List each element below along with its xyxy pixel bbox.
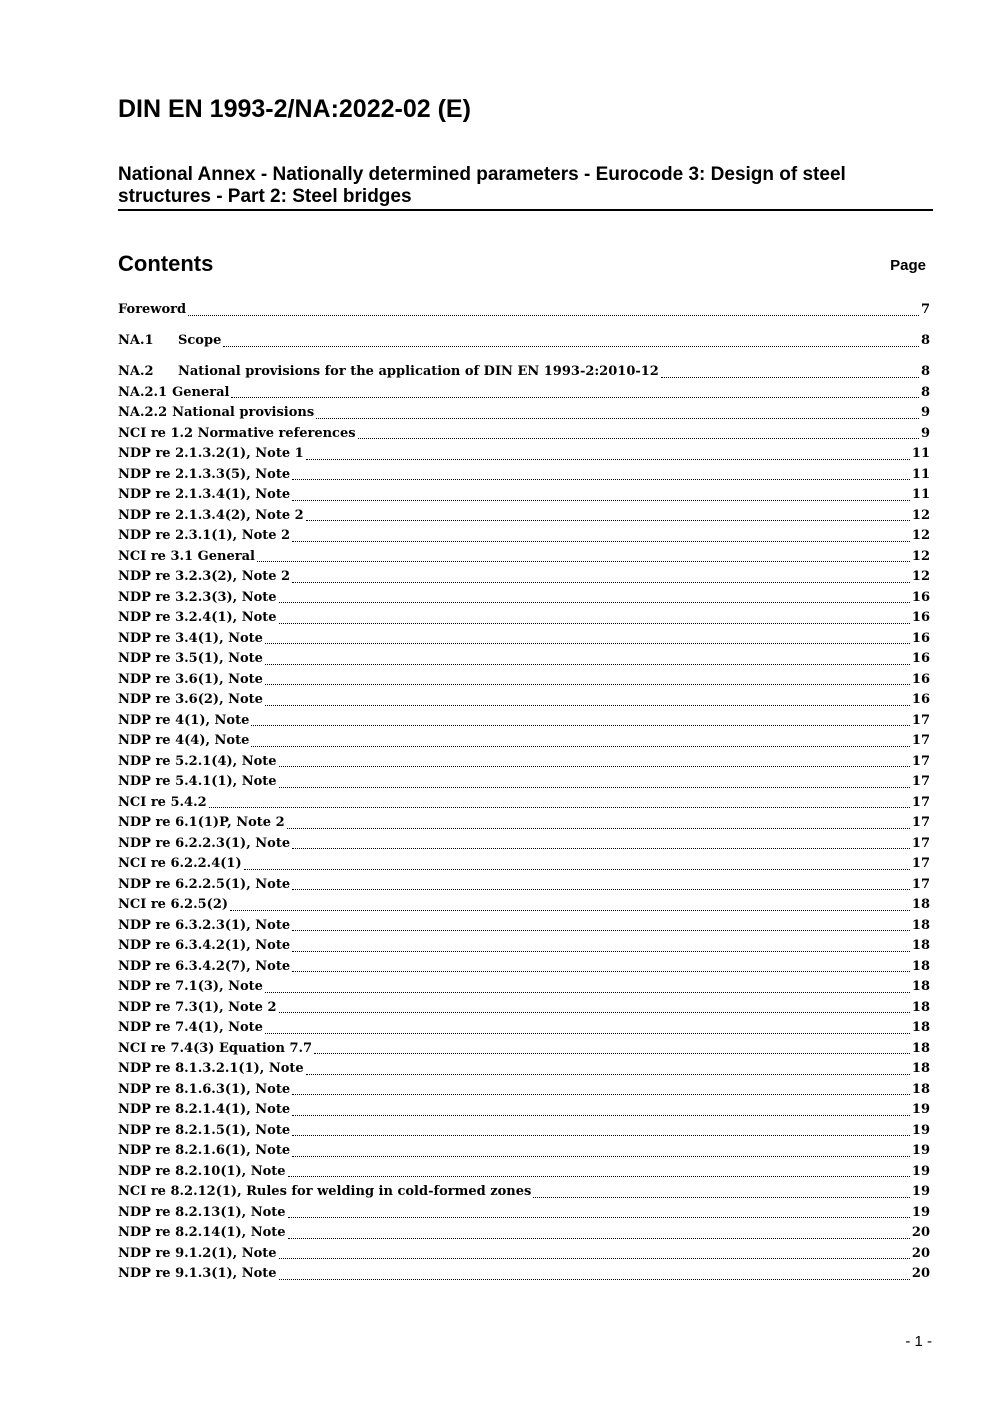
toc-entry-page: 17 (911, 733, 930, 748)
toc-dot-leader (279, 1252, 910, 1259)
toc-entry-label: NDP re 6.2.2.5(1), Note (118, 876, 291, 892)
toc-entry-label: NCI re 5.4.2 (118, 794, 207, 810)
toc-dot-leader (533, 1191, 910, 1198)
toc-entry[interactable] (118, 895, 930, 916)
toc-entry-page: 17 (911, 712, 930, 728)
toc-dot-leader (292, 1150, 910, 1157)
toc-dot-leader (265, 699, 910, 706)
toc-entry-page: 12 (911, 528, 930, 543)
toc-entry-page: 12 (911, 548, 930, 564)
toc-entry[interactable] (118, 1059, 930, 1080)
toc-entry[interactable] (118, 834, 930, 855)
toc-entry-label: NDP re 3.6(1), Note (118, 671, 263, 687)
toc-entry-page: 18 (911, 897, 930, 912)
toc-entry-page: 19 (911, 1102, 930, 1117)
toc-entry[interactable] (118, 875, 930, 896)
toc-dot-leader (265, 658, 910, 665)
toc-entry[interactable] (118, 731, 930, 752)
toc-entry[interactable] (118, 383, 930, 404)
toc-entry-label: NDP re 2.1.3.4(1), Note (118, 487, 291, 502)
toc-dot-leader (251, 719, 910, 726)
toc-dot-leader (314, 1047, 910, 1054)
toc-entry[interactable] (118, 1244, 930, 1265)
toc-entry-page: 9 (920, 425, 930, 441)
toc-entry-page: 19 (911, 1122, 930, 1138)
toc-entry-page: 18 (911, 1061, 930, 1076)
toc-entry-page: 8 (920, 364, 930, 379)
toc-entry-page: 19 (911, 1184, 930, 1199)
toc-entry[interactable] (118, 1141, 930, 1162)
toc-entry-number: NA.2.2 (118, 405, 168, 420)
toc-entry[interactable] (118, 1018, 930, 1039)
toc-dot-leader (287, 822, 910, 829)
toc-entry[interactable] (118, 1080, 930, 1101)
toc-entry-page: 18 (911, 917, 930, 933)
page-column-heading: Page (890, 257, 926, 274)
toc-entry-label: NDP re 4(1), Note (118, 712, 250, 728)
toc-entry-page: 18 (911, 1020, 930, 1035)
toc-dot-leader (358, 432, 919, 439)
toc-entry-page: 18 (911, 1081, 930, 1097)
toc-dot-leader (265, 678, 910, 685)
document-title: DIN EN 1993-2/NA:2022-02 (E) (118, 95, 471, 123)
toc-entry[interactable] (118, 957, 930, 978)
toc-dot-leader (251, 740, 910, 747)
toc-entry-number: NA.1 (118, 333, 154, 348)
toc-entry-page: 17 (911, 794, 930, 810)
toc-dot-leader (279, 781, 910, 788)
toc-entry-page: 16 (911, 651, 930, 666)
toc-entry[interactable] (118, 567, 930, 588)
toc-entry-label: NDP re 2.1.3.4(2), Note 2 (118, 507, 304, 523)
toc-entry[interactable] (118, 916, 930, 937)
toc-entry-label: NDP re 6.1(1)P, Note 2 (118, 815, 285, 830)
toc-dot-leader (265, 637, 910, 644)
toc-entry[interactable] (118, 444, 930, 465)
document-subtitle-line-2: structures - Part 2: Steel bridges (118, 186, 412, 207)
toc-entry-page: 16 (911, 692, 930, 707)
toc-entry[interactable] (118, 526, 930, 547)
toc-entry[interactable] (118, 1182, 930, 1203)
toc-entry-label: National provisions for the application of DIN EN 1993-2:2010-12 (178, 364, 659, 379)
toc-dot-leader (288, 1232, 910, 1239)
toc-entry-label: NDP re 3.2.3(3), Note (118, 589, 277, 605)
toc-entry-label: NDP re 6.3.2.3(1), Note (118, 917, 291, 933)
toc-entry[interactable] (118, 362, 930, 383)
toc-dot-leader (244, 863, 910, 870)
toc-entry-page: 7 (920, 302, 930, 317)
toc-entry-page: 19 (911, 1163, 930, 1179)
toc-entry-label: NDP re 3.6(2), Note (118, 692, 263, 707)
toc-entry-page: 20 (911, 1225, 930, 1240)
toc-dot-leader (292, 576, 910, 583)
toc-entry-number: NA.2 (118, 364, 154, 379)
toc-entry-page: 18 (911, 938, 930, 953)
toc-entry-label: NDP re 3.2.3(2), Note 2 (118, 569, 291, 584)
toc-entry-label: General (172, 384, 230, 400)
toc-entry-label: Foreword (118, 302, 187, 317)
toc-dot-leader (279, 617, 910, 624)
toc-entry[interactable] (118, 485, 930, 506)
toc-entry-page: 8 (920, 333, 930, 348)
page-number: - 1 - (905, 1333, 932, 1350)
toc-entry-label: National provisions (172, 405, 315, 420)
toc-entry[interactable] (118, 854, 930, 875)
toc-entry-page: 20 (911, 1245, 930, 1261)
toc-entry[interactable] (118, 649, 930, 670)
toc-dot-leader (188, 309, 919, 316)
toc-entry-label: NDP re 3.2.4(1), Note (118, 610, 277, 625)
toc-entry[interactable] (118, 608, 930, 629)
toc-entry-label: NDP re 8.2.1.6(1), Note (118, 1143, 291, 1158)
toc-entry-label: NDP re 5.4.1(1), Note (118, 774, 277, 789)
toc-dot-leader (209, 801, 910, 808)
toc-dot-leader (292, 945, 910, 952)
toc-entry-page: 9 (920, 405, 930, 420)
toc-entry-label: NDP re 8.2.13(1), Note (118, 1204, 286, 1220)
toc-entry-label: NDP re 6.2.2.3(1), Note (118, 835, 291, 851)
toc-entry-page: 8 (920, 384, 930, 400)
toc-entry-label: NDP re 5.2.1(4), Note (118, 753, 277, 769)
toc-dot-leader (279, 1006, 910, 1013)
toc-entry-label: NCI re 1.2 Normative references (118, 425, 356, 441)
toc-entry-page: 20 (911, 1266, 930, 1281)
toc-entry-label: NDP re 8.2.1.5(1), Note (118, 1122, 291, 1138)
toc-entry-page: 12 (911, 569, 930, 584)
toc-entry[interactable] (118, 588, 930, 609)
toc-entry-page: 18 (911, 1040, 930, 1056)
toc-entry-label: NDP re 8.2.14(1), Note (118, 1225, 286, 1240)
toc-dot-leader (292, 1129, 910, 1136)
toc-entry-page: 12 (911, 507, 930, 523)
toc-entry[interactable] (118, 331, 930, 352)
toc-entry-page: 17 (911, 835, 930, 851)
toc-entry[interactable] (118, 977, 930, 998)
toc-entry[interactable] (118, 711, 930, 732)
toc-entry[interactable] (118, 1162, 930, 1183)
toc-entry-number: NA.2.1 (118, 384, 168, 400)
toc-dot-leader (288, 1170, 910, 1177)
toc-dot-leader (230, 904, 910, 911)
toc-entry-label: NDP re 2.3.1(1), Note 2 (118, 528, 291, 543)
toc-entry-label: NDP re 7.1(3), Note (118, 979, 263, 994)
toc-entry[interactable] (118, 752, 930, 773)
toc-entry-label: NCI re 7.4(3) Equation 7.7 (118, 1040, 313, 1056)
toc-dot-leader (292, 1088, 910, 1095)
document-subtitle-line-1: National Annex - Nationally determined parameters - Eurocode 3: Design of steel (118, 164, 846, 185)
toc-entry-page: 17 (911, 753, 930, 769)
toc-entry[interactable] (118, 629, 930, 650)
toc-entry[interactable] (118, 1121, 930, 1142)
toc-entry-label: NDP re 2.1.3.2(1), Note 1 (118, 446, 304, 461)
toc-entry[interactable] (118, 506, 930, 527)
toc-entry-page: 11 (911, 446, 930, 461)
toc-dot-leader (223, 340, 919, 347)
toc-dot-leader (292, 842, 910, 849)
toc-entry-label: NDP re 6.3.4.2(7), Note (118, 958, 291, 974)
toc-entry-label: NDP re 7.4(1), Note (118, 1020, 263, 1035)
toc-entry-page: 18 (911, 958, 930, 974)
toc-entry-label: NCI re 6.2.5(2) (118, 897, 229, 912)
toc-entry-label: NDP re 3.5(1), Note (118, 651, 263, 666)
toc-entry-page: 16 (911, 671, 930, 687)
toc-dot-leader (279, 1273, 910, 1280)
table-of-contents (118, 300, 930, 1285)
toc-entry[interactable] (118, 1223, 930, 1244)
toc-entry-page: 17 (911, 774, 930, 789)
toc-entry[interactable] (118, 1264, 930, 1285)
toc-dot-leader (265, 1027, 910, 1034)
toc-dot-leader (265, 986, 910, 993)
toc-entry[interactable] (118, 403, 930, 424)
toc-dot-leader (279, 760, 910, 767)
toc-dot-leader (292, 924, 910, 931)
toc-dot-leader (661, 371, 919, 378)
toc-entry-page: 19 (911, 1143, 930, 1158)
toc-entry[interactable] (118, 936, 930, 957)
toc-dot-leader (292, 473, 910, 480)
toc-entry[interactable] (118, 300, 930, 321)
toc-entry-label: NDP re 8.2.1.4(1), Note (118, 1102, 291, 1117)
toc-entry-page: 19 (911, 1204, 930, 1220)
toc-dot-leader (292, 1109, 910, 1116)
toc-entry[interactable] (118, 690, 930, 711)
toc-dot-leader (292, 494, 910, 501)
toc-entry-label: NCI re 8.2.12(1), Rules for welding in cold-formed zones (118, 1184, 532, 1199)
toc-entry-page: 11 (911, 487, 930, 502)
toc-entry[interactable] (118, 1100, 930, 1121)
toc-entry-page: 16 (911, 589, 930, 605)
toc-dot-leader (306, 453, 910, 460)
toc-entry-page: 16 (911, 630, 930, 646)
toc-entry[interactable] (118, 772, 930, 793)
toc-entry[interactable] (118, 793, 930, 814)
toc-entry[interactable] (118, 998, 930, 1019)
toc-entry-label: NDP re 6.3.4.2(1), Note (118, 938, 291, 953)
toc-entry-label: NDP re 9.1.3(1), Note (118, 1266, 277, 1281)
toc-entry[interactable] (118, 670, 930, 691)
toc-entry-page: 16 (911, 610, 930, 625)
toc-dot-leader (316, 412, 919, 419)
toc-dot-leader (257, 555, 910, 562)
toc-entry-label: NDP re 8.1.3.2.1(1), Note (118, 1061, 304, 1076)
toc-entry-page: 17 (911, 815, 930, 830)
document-subtitle (118, 164, 933, 211)
toc-entry-label: NCI re 6.2.2.4(1) (118, 856, 242, 871)
toc-dot-leader (306, 1068, 910, 1075)
toc-dot-leader (279, 596, 910, 603)
toc-entry-page: 17 (911, 856, 930, 871)
toc-entry-label: NDP re 3.4(1), Note (118, 630, 263, 646)
toc-dot-leader (292, 535, 910, 542)
toc-entry[interactable] (118, 465, 930, 486)
toc-entry-page: 18 (911, 999, 930, 1015)
toc-dot-leader (292, 965, 910, 972)
toc-dot-leader (306, 514, 910, 521)
toc-entry[interactable] (118, 1039, 930, 1060)
toc-dot-leader (231, 391, 919, 398)
toc-entry-label: NDP re 2.1.3.3(5), Note (118, 466, 291, 482)
toc-dot-leader (292, 883, 910, 890)
toc-entry-label: NDP re 4(4), Note (118, 733, 250, 748)
toc-entry[interactable] (118, 1203, 930, 1224)
contents-heading: Contents (118, 251, 214, 276)
toc-entry[interactable] (118, 424, 930, 445)
toc-entry-label: NDP re 7.3(1), Note 2 (118, 999, 277, 1015)
toc-entry-page: 18 (911, 979, 930, 994)
toc-entry-label: NCI re 3.1 General (118, 548, 255, 564)
toc-entry[interactable] (118, 813, 930, 834)
toc-entry-page: 11 (911, 466, 930, 482)
toc-entry-label: NDP re 8.1.6.3(1), Note (118, 1081, 291, 1097)
toc-dot-leader (288, 1211, 910, 1218)
toc-entry-label: Scope (178, 333, 222, 348)
toc-entry-page: 17 (911, 876, 930, 892)
toc-entry-label: NDP re 9.1.2(1), Note (118, 1245, 277, 1261)
toc-entry-label: NDP re 8.2.10(1), Note (118, 1163, 286, 1179)
toc-entry[interactable] (118, 547, 930, 568)
